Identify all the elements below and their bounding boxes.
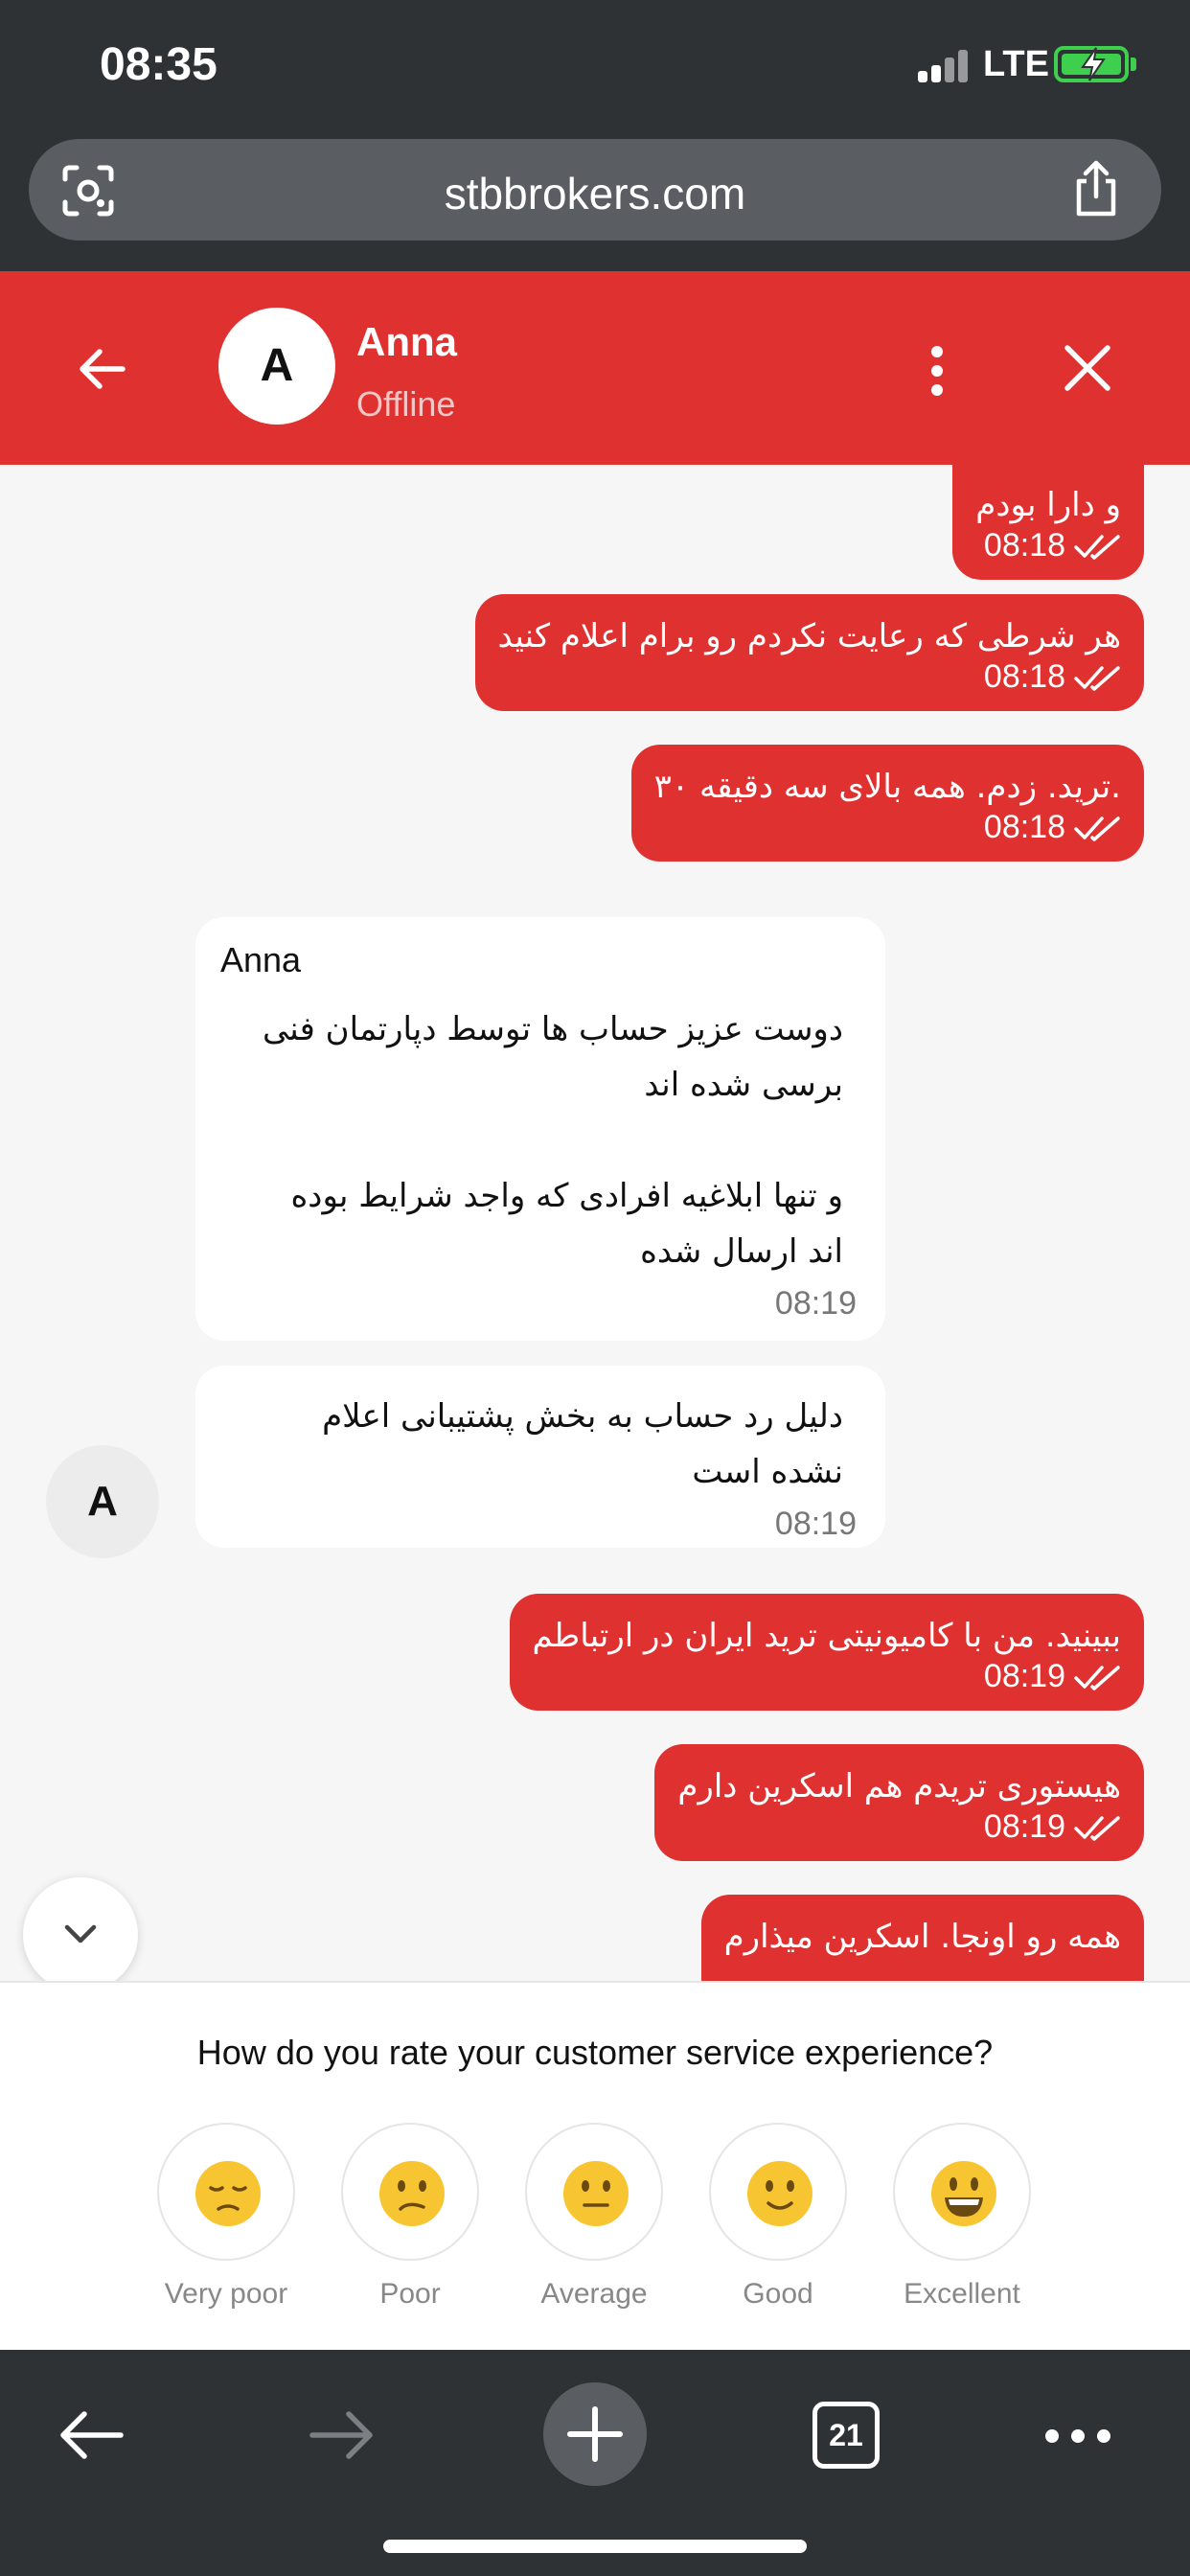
rating-label: Excellent [904,2278,1020,2310]
rating-option-excellent[interactable] [870,2123,1054,2311]
home-indicator [383,2540,807,2553]
rating-option-good[interactable] [686,2123,870,2311]
agent-status: Offline [356,384,456,424]
double-check-icon [1073,1814,1121,1843]
back-arrow-icon[interactable] [73,340,130,398]
chat-messages[interactable] [0,465,1190,1981]
grinning-face-icon [929,2159,998,2228]
charging-icon [1079,46,1108,82]
message-time: 08:19 [774,1506,857,1542]
double-check-icon [1073,815,1121,843]
rating-panel [0,1981,1190,2350]
message-outgoing [654,1744,1144,1861]
message-text: .ترید. زدم. همه بالای سه دقیقه ۳۰ [653,768,1121,806]
scroll-to-bottom-button[interactable] [23,1877,138,1981]
rating-label: Poor [379,2278,441,2310]
message-time: 08:19 [983,1658,1065,1694]
message-time: 08:18 [983,527,1065,564]
message-text: و دارا بودم [975,486,1121,524]
status-bar [0,0,1190,134]
rating-label: Average [540,2278,648,2310]
message-text: هر شرطی که رعایت نکردم رو برام اعلام کنید [497,617,1121,656]
rating-option-poor[interactable] [318,2123,502,2311]
plus-icon [566,2405,624,2463]
more-horizontal-icon[interactable] [1044,2428,1111,2444]
message-meta [677,1807,1121,1846]
network-type: LTE [983,44,1049,84]
message-outgoing [510,1594,1144,1711]
pensive-face-icon [194,2159,263,2228]
double-check-icon [1073,1664,1121,1692]
agent-avatar: A [218,308,335,425]
tab-switcher-button[interactable]: 21 [812,2402,880,2469]
rating-label: Good [743,2278,813,2310]
message-incoming [195,917,885,1341]
message-text: ببینید. من با کامیونیتی ترید ایران در ارتباطم [532,1617,1121,1655]
rating-question: How do you rate your customer service experience? [196,2033,994,2072]
more-vertical-icon[interactable] [924,342,950,400]
confused-face-icon [378,2159,446,2228]
message-time: 08:18 [983,809,1065,845]
message-sender: Anna [220,940,302,979]
message-text: دوست عزیز حساب ها توسط دپارتمان فنی برسی شده اند و تنها ابلاغیه افرادی که واجد شرایط بوده اند ارسال شده [262,1010,843,1271]
message-text: هیستوری تریدم هم اسکرین دارم [677,1767,1121,1806]
double-check-icon [1073,664,1121,693]
message-time: 08:19 [983,1808,1065,1845]
signal-icon [918,50,970,82]
message-outgoing [475,594,1145,711]
browser-forward-icon[interactable] [309,2409,376,2461]
agent-avatar-small: A [46,1445,159,1558]
message-meta [533,1657,1121,1695]
url-text[interactable]: stbbrokers.com [444,169,746,218]
message-incoming [195,1366,885,1548]
message-text: دلیل رد حساب به بخش پشتیبانی اعلام نشده است [322,1397,843,1491]
message-time: 08:18 [983,658,1065,695]
browser-back-icon[interactable] [57,2409,125,2461]
message-outgoing [952,465,1144,580]
slightly-smiling-face-icon [745,2159,814,2228]
message-time: 08:19 [774,1285,857,1322]
message-outgoing [631,745,1144,862]
close-icon[interactable] [1062,342,1113,394]
message-outgoing [701,1895,1144,1981]
message-meta [654,808,1121,846]
double-check-icon [1073,533,1121,562]
address-bar[interactable] [29,139,1161,241]
rating-option-average[interactable] [502,2123,686,2311]
share-icon[interactable] [1069,160,1123,218]
message-meta [975,526,1121,564]
status-time: 08:35 [100,39,217,90]
new-tab-button[interactable] [543,2382,647,2486]
message-meta [498,657,1122,696]
rating-label: Very poor [164,2278,288,2310]
neutral-face-icon [561,2159,630,2228]
message-text: همه رو اونجا. اسکرین میذارم [723,1918,1121,1956]
agent-name: Anna [356,319,457,364]
rating-option-very-poor[interactable] [134,2123,318,2311]
chevron-down-icon [59,1920,102,1948]
chat-header [0,271,1190,465]
